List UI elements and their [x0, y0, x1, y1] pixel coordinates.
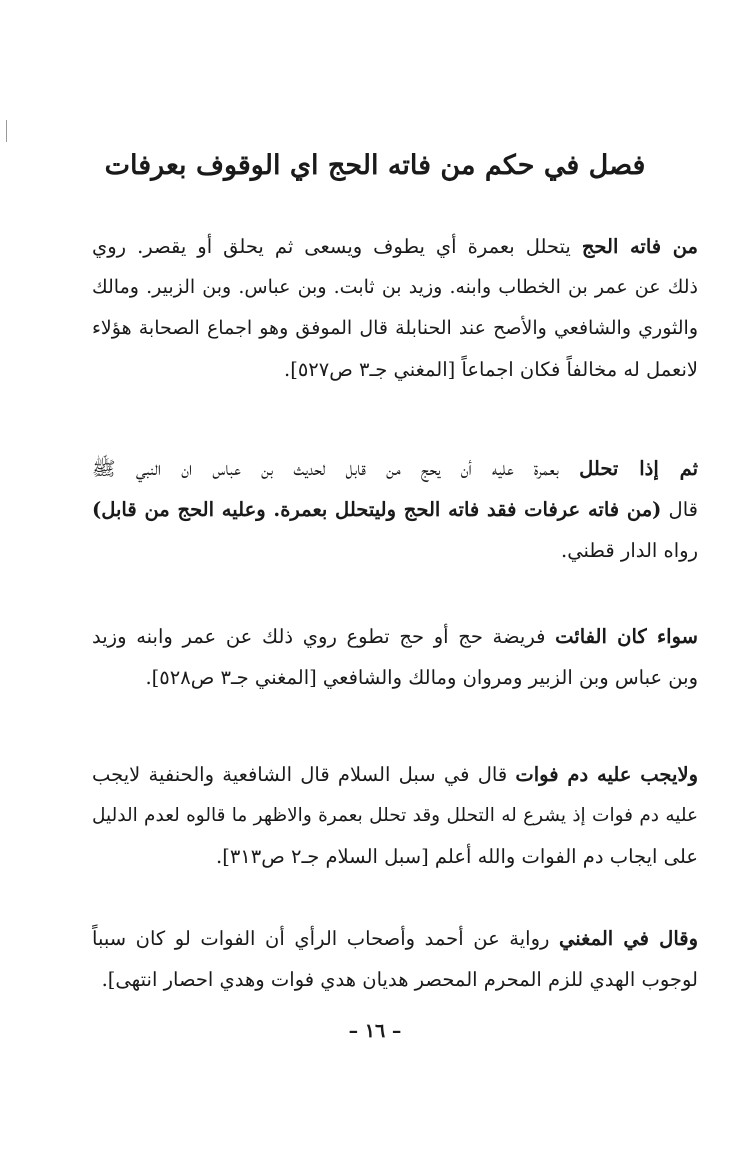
paragraph-line — [92, 308, 698, 349]
paragraph-line — [92, 349, 698, 390]
lead-phrase: ولايجب عليه دم فوات — [515, 763, 698, 786]
paragraph-line — [92, 795, 698, 836]
paragraph-line — [92, 530, 698, 571]
paragraph-3 — [92, 616, 698, 698]
line-text: والثوري والشافعي والأصح عند الحنابلة قال الموفق وهو اجماع الصحابة هؤلاء — [92, 317, 698, 339]
lead-phrase: ثم إذا تحلل — [579, 457, 698, 480]
page-edge-mark — [6, 120, 7, 142]
paragraph-line — [92, 918, 698, 959]
paragraph-line — [92, 754, 698, 795]
paragraph-line — [92, 489, 698, 530]
paragraph-line — [92, 267, 698, 308]
paragraph-line — [92, 448, 698, 489]
lead-phrase: سواء كان الفائت — [555, 625, 698, 648]
line-text: رواه الدار قطني. — [561, 539, 698, 562]
line-text: عليه دم فوات إذ يشرع له التحلل وقد تحلل بعمرة والاظهر ما قالوه لعدم الدليل — [92, 805, 698, 826]
hadith-quote: (من فاته عرفات فقد فاته الحج وليتحلل بعمرة. وعليه الحج من قابل) — [92, 498, 662, 521]
paragraph-line — [92, 836, 698, 877]
line-text: فريضة حج أو حج تطوع روي ذلك عن عمر وابنه وزيد — [92, 625, 556, 648]
paragraph-4 — [92, 754, 698, 877]
paragraph-2 — [92, 448, 698, 571]
paragraph-1 — [92, 226, 698, 390]
page-number: – ١٦ – — [348, 1020, 402, 1042]
line-text: لوجوب الهدي للزم المحرم المحصر هديان هدي فوات وهدي احصار انتهى]. — [101, 968, 698, 991]
line-text: لانعمل له مخالفاً فكان اجماعاً [المغني جـ٣ ص٥٢٧]. — [284, 358, 698, 381]
section-title: فصل في حكم من فاته الحج اي الوقوف بعرفات — [104, 150, 646, 181]
line-text: قال — [661, 498, 698, 521]
paragraph-line — [92, 959, 698, 1000]
paragraph-5 — [92, 918, 698, 1000]
paragraph-line — [92, 657, 698, 698]
line-text: على ايجاب دم الفوات والله أعلم [سبل السلام جـ٢ ص٣١٣]. — [216, 845, 698, 868]
paragraph-line — [92, 226, 698, 267]
line-text: يتحلل بعمرة أي يطوف ويسعى ثم يحلق أو يقصر. روي — [92, 235, 582, 258]
paragraph-line — [92, 616, 698, 657]
line-text: قال في سبل السلام قال الشافعية والحنفية لايجب — [92, 763, 516, 786]
line-text: وبن عباس وبن الزبير ومروان ومالك والشافعي [المغني جـ٣ ص٥٢٨]. — [145, 666, 698, 689]
lead-phrase: وقال في المغني — [559, 927, 698, 950]
line-text: بعمرة عليه أن يحج من قابل لحديث بن عباس ان النبي ﷺ — [92, 457, 580, 480]
line-text: ذلك عن عمر بن الخطاب وابنه. وزيد بن ثابت. وبن عباس. وبن الزبير. ومالك — [92, 276, 698, 298]
lead-phrase: من فاته الحج — [581, 235, 698, 258]
line-text: رواية عن أحمد وأصحاب الرأي أن الفوات لو كان سبباً — [92, 927, 560, 950]
